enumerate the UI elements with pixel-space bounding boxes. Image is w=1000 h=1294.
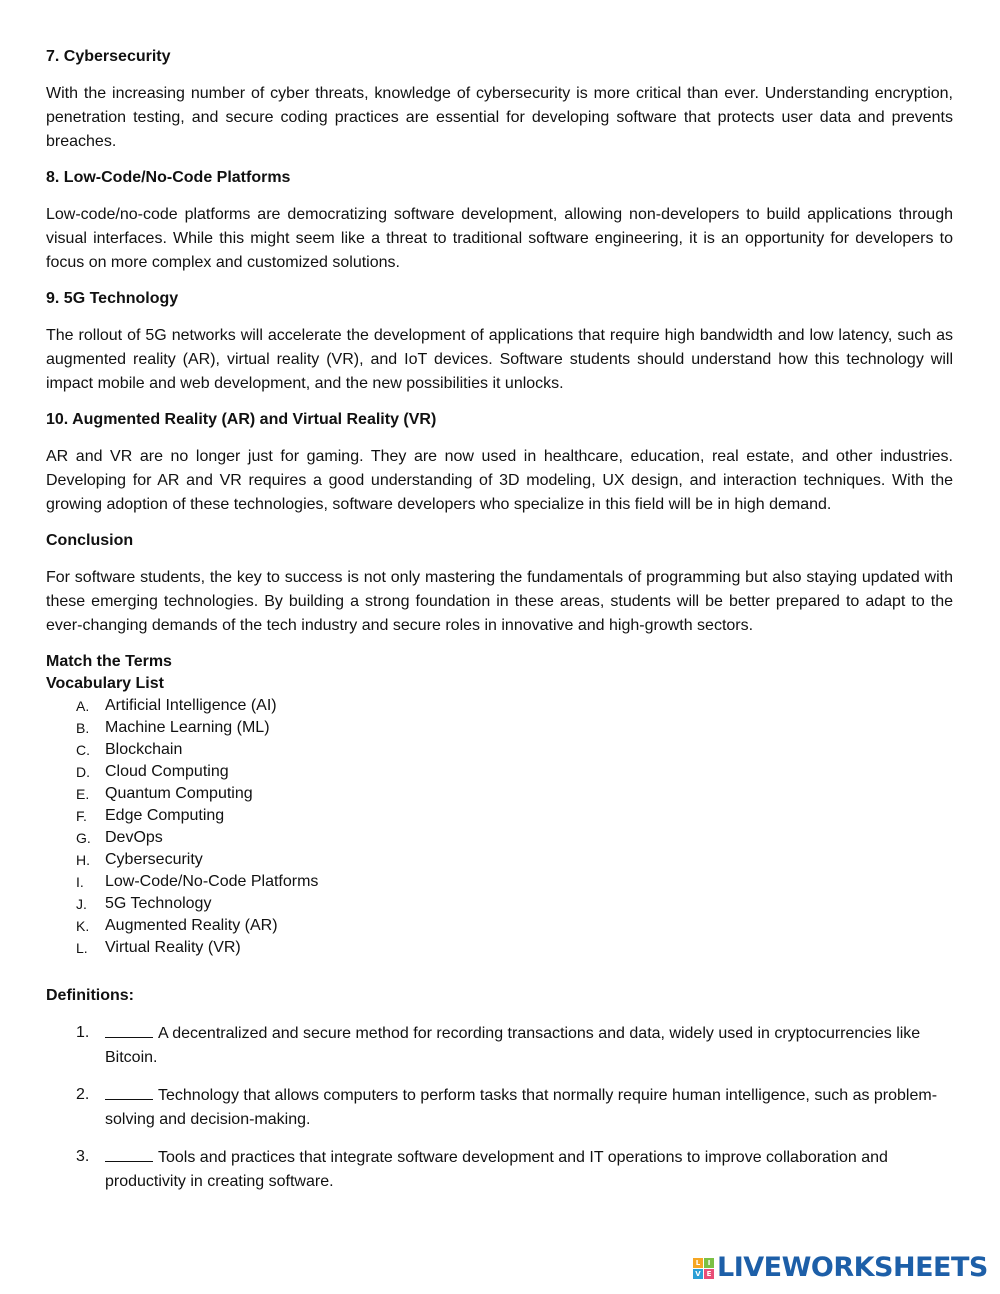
vocab-item <box>46 739 953 761</box>
section-heading: 10. Augmented Reality (AR) and Virtual Reality (VR) <box>46 411 437 428</box>
section-body: With the increasing number of cyber threats, knowledge of cybersecurity is more critical than ever. Understanding encryption, penetration testing, and secure coding practices are essential for developing software that protects user data and prevents breaches. <box>46 85 953 150</box>
vocab-term: 5G Technology <box>105 895 212 912</box>
definition-item <box>46 1021 953 1070</box>
vocab-term: Machine Learning (ML) <box>105 719 270 736</box>
definition-item <box>46 1145 953 1194</box>
section-low-code <box>46 167 953 275</box>
vocab-letter: E. <box>76 786 90 802</box>
answer-blank[interactable] <box>105 1145 153 1162</box>
definition-number: 3. <box>76 1148 90 1165</box>
definition-number: 2. <box>76 1086 90 1103</box>
vocab-term: Artificial Intelligence (AI) <box>105 697 277 714</box>
vocab-letter: I. <box>76 874 84 890</box>
section-heading: 8. Low-Code/No-Code Platforms <box>46 169 291 186</box>
definition-number: 1. <box>76 1024 90 1041</box>
vocab-item <box>46 827 953 849</box>
section-body: Low-code/no-code platforms are democratizing software development, allowing non-developers to build applications through visual interfaces. While this might seem like a threat to traditional software engineering, it is an opportunity for developers to focus on more complex and customized solutions. <box>46 206 953 271</box>
answer-blank[interactable] <box>105 1021 153 1038</box>
section-heading: 7. Cybersecurity <box>46 48 171 65</box>
vocab-item <box>46 761 953 783</box>
section-ar-vr <box>46 409 953 517</box>
answer-blank[interactable] <box>105 1083 153 1100</box>
liveworksheets-logo <box>693 1252 988 1284</box>
vocab-letter: F. <box>76 808 87 824</box>
section-body: The rollout of 5G networks will accelerate the development of applications that require high bandwidth and low latency, such as augmented reality (AR), virtual reality (VR), and IoT devices. Software students should understand how this technology will impact mobile and web development, and the new possibilities it unlocks. <box>46 327 953 392</box>
section-cybersecurity <box>46 46 953 154</box>
definition-text: A decentralized and secure method for recording transactions and data, widely used in cryptocurrencies like Bitcoin. <box>105 1025 921 1066</box>
vocab-letter: D. <box>76 764 90 780</box>
vocab-term: Blockchain <box>105 741 183 758</box>
definition-text: Technology that allows computers to perform tasks that normally require human intelligence, such as problem-solving and decision-making. <box>105 1087 938 1128</box>
worksheet-page <box>46 46 953 1207</box>
section-body: AR and VR are no longer just for gaming. They are now used in healthcare, education, real estate, and other industries. Developing for AR and VR requires a good understanding of 3D modeling, UX design, and interaction techniques. With the growing adoption of these technologies, software developers who specialize in this field will be in high demand. <box>46 448 953 513</box>
logo-mark-e: E <box>704 1269 714 1279</box>
vocab-item <box>46 893 953 915</box>
vocab-item <box>46 849 953 871</box>
vocab-list <box>46 695 953 959</box>
vocab-letter: J. <box>76 896 87 912</box>
vocab-term: Quantum Computing <box>105 785 253 802</box>
vocab-term: DevOps <box>105 829 163 846</box>
vocab-item <box>46 805 953 827</box>
vocab-term: Cybersecurity <box>105 851 203 868</box>
vocab-letter: G. <box>76 830 91 846</box>
vocab-letter: L. <box>76 940 88 956</box>
vocab-letter: K. <box>76 918 90 934</box>
vocab-title: Vocabulary List <box>46 675 164 692</box>
section-heading: Conclusion <box>46 532 134 549</box>
vocab-item <box>46 871 953 893</box>
vocab-term: Low-Code/No-Code Platforms <box>105 873 319 890</box>
vocab-term: Edge Computing <box>105 807 225 824</box>
logo-mark-v: V <box>693 1269 703 1279</box>
definition-text: Tools and practices that integrate software development and IT operations to improve collaboration and productivity in creating software. <box>105 1149 888 1190</box>
logo-mark-icon <box>693 1258 714 1279</box>
vocab-term: Augmented Reality (AR) <box>105 917 278 934</box>
definitions-title: Definitions: <box>46 987 134 1004</box>
vocab-item <box>46 915 953 937</box>
definitions-list <box>46 1021 953 1194</box>
section-heading: 9. 5G Technology <box>46 290 179 307</box>
vocab-item <box>46 937 953 959</box>
vocab-item <box>46 695 953 717</box>
logo-mark-l: L <box>693 1258 703 1268</box>
logo-mark-i: I <box>704 1258 714 1268</box>
vocab-term: Virtual Reality (VR) <box>105 939 241 956</box>
vocab-item <box>46 717 953 739</box>
vocab-letter: C. <box>76 742 90 758</box>
vocab-letter: A. <box>76 698 90 714</box>
vocab-term: Cloud Computing <box>105 763 229 780</box>
vocab-item <box>46 783 953 805</box>
section-5g <box>46 288 953 396</box>
section-body: For software students, the key to success is not only mastering the fundamentals of programming but also staying updated with these emerging technologies. By building a strong foundation in these areas, students will be better prepared to adapt to the ever-changing demands of the tech industry and secure roles in innovative and high-growth sectors. <box>46 569 953 634</box>
section-conclusion <box>46 530 953 638</box>
match-title: Match the Terms <box>46 653 172 670</box>
vocab-letter: B. <box>76 720 90 736</box>
vocab-letter: H. <box>76 852 90 868</box>
logo-text: LIVEWORKSHEETS <box>717 1252 988 1283</box>
definition-item <box>46 1083 953 1132</box>
